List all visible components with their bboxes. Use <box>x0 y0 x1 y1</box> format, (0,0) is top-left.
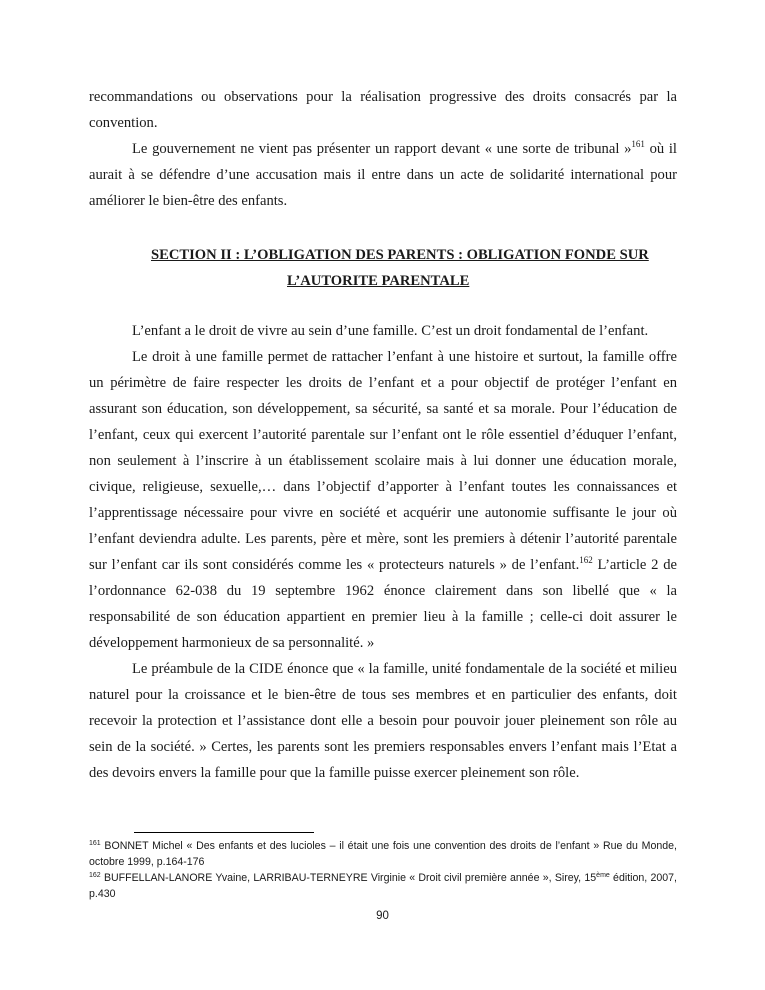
section-heading <box>89 242 719 294</box>
footnote-161-text: BONNET Michel « Des enfants et des lucioles – il était une fois une convention des droits de l’enfant » Rue du Monde, octobre 1999, p.164-176 <box>89 840 677 868</box>
intro-p2-text-end: où il aurait à se défendre d’une accusation mais il entre dans un acte de solidarité international pour améliorer le bien-être des enfants. <box>89 141 677 209</box>
intro-p2-text: Le gouvernement ne vient pas présenter un rapport devant « une sorte de tribunal » <box>132 141 632 157</box>
intro-paragraph-1: recommandations ou observations pour la réalisation progressive des droits consacrés par la convention. <box>89 89 677 131</box>
footnote-separator <box>134 832 314 833</box>
page-number: 90 <box>376 910 389 922</box>
body-paragraph-3: Le préambule de la CIDE énonce que « la famille, unité fondamentale de la société et milieu naturel pour la croissance et le bien-être de tous ses membres et en particulier des enfants, doit recevoir la protection et l’assistance dont elle a besoin pour pouvoir jouer pleinement son rôle au sein de la société. » Certes, les parents sont les premiers responsables envers l’enfant mais l’Etat a des devoirs envers la famille pour que la famille puisse exercer pleinement son rôle. <box>89 661 677 781</box>
footnote-ref-162[interactable]: 162 <box>579 555 593 565</box>
footnote-162-edition-sup: ème <box>596 872 610 879</box>
footnote-162 <box>89 870 677 902</box>
intro-paragraph-2 <box>89 136 677 214</box>
footnote-162-text: BUFFELLAN-LANORE Yvaine, LARRIBAU-TERNEYRE Virginie « Droit civil première année », Sirey, 15 <box>100 872 597 884</box>
footnote-162-number: 162 <box>89 872 101 879</box>
footnote-ref-161[interactable]: 161 <box>631 139 645 149</box>
body-paragraph-1: L’enfant a le droit de vivre au sein d’une famille. C’est un droit fondamental de l’enfant. <box>132 323 649 339</box>
footnote-161-number: 161 <box>89 840 101 847</box>
footnote-162-text-end: édition, 2007, p.430 <box>89 872 677 900</box>
section-heading-line-2: L’AUTORITE PARENTALE <box>287 273 470 289</box>
body-p2-text-end: L’article 2 de l’ordonnance 62-038 du 19 septembre 1962 énonce clairement dans son libellé que « la responsabilité de son éducation appartient en premier lieu à la famille ; celle-ci doit assurer le développement harmonieux de sa personnalité. » <box>89 557 677 651</box>
section-heading-line-1: SECTION II : L’OBLIGATION DES PARENTS : OBLIGATION FONDE SUR <box>151 247 649 263</box>
intro-text <box>89 84 677 214</box>
body-text <box>89 318 677 786</box>
body-paragraph-2 <box>89 344 677 656</box>
body-p2-text: Le droit à une famille permet de rattacher l’enfant à une histoire et surtout, la famille offre un périmètre de faire respecter les droits de l’enfant et a pour objectif de protéger l’enfant en assurant son éducation, son développement, sa sécurité, sa santé et sa morale. Pour l’éducation de l’enfant, ceux qui exercent l’autorité parentale sur l’enfant ont le rôle essentiel d’éduquer l’enfant, non seulement à l’inscrire à un établissement scolaire mais à lui donner une éducation morale, civique, religieuse, sexuelle,… dans l’objectif d’apporter à l’enfant toutes les connaissances et l’apprentissage nécessaire pour vivre en société et acquérir une autonomie suffisante le jour où l’enfant deviendra adulte. Les parents, père et mère, sont les premiers à détenir l’autorité parentale sur l’enfant car ils sont considérés comme les « protecteurs naturels » de l’enfant. <box>89 349 677 573</box>
footnotes <box>89 838 677 902</box>
footnote-161 <box>89 838 677 870</box>
